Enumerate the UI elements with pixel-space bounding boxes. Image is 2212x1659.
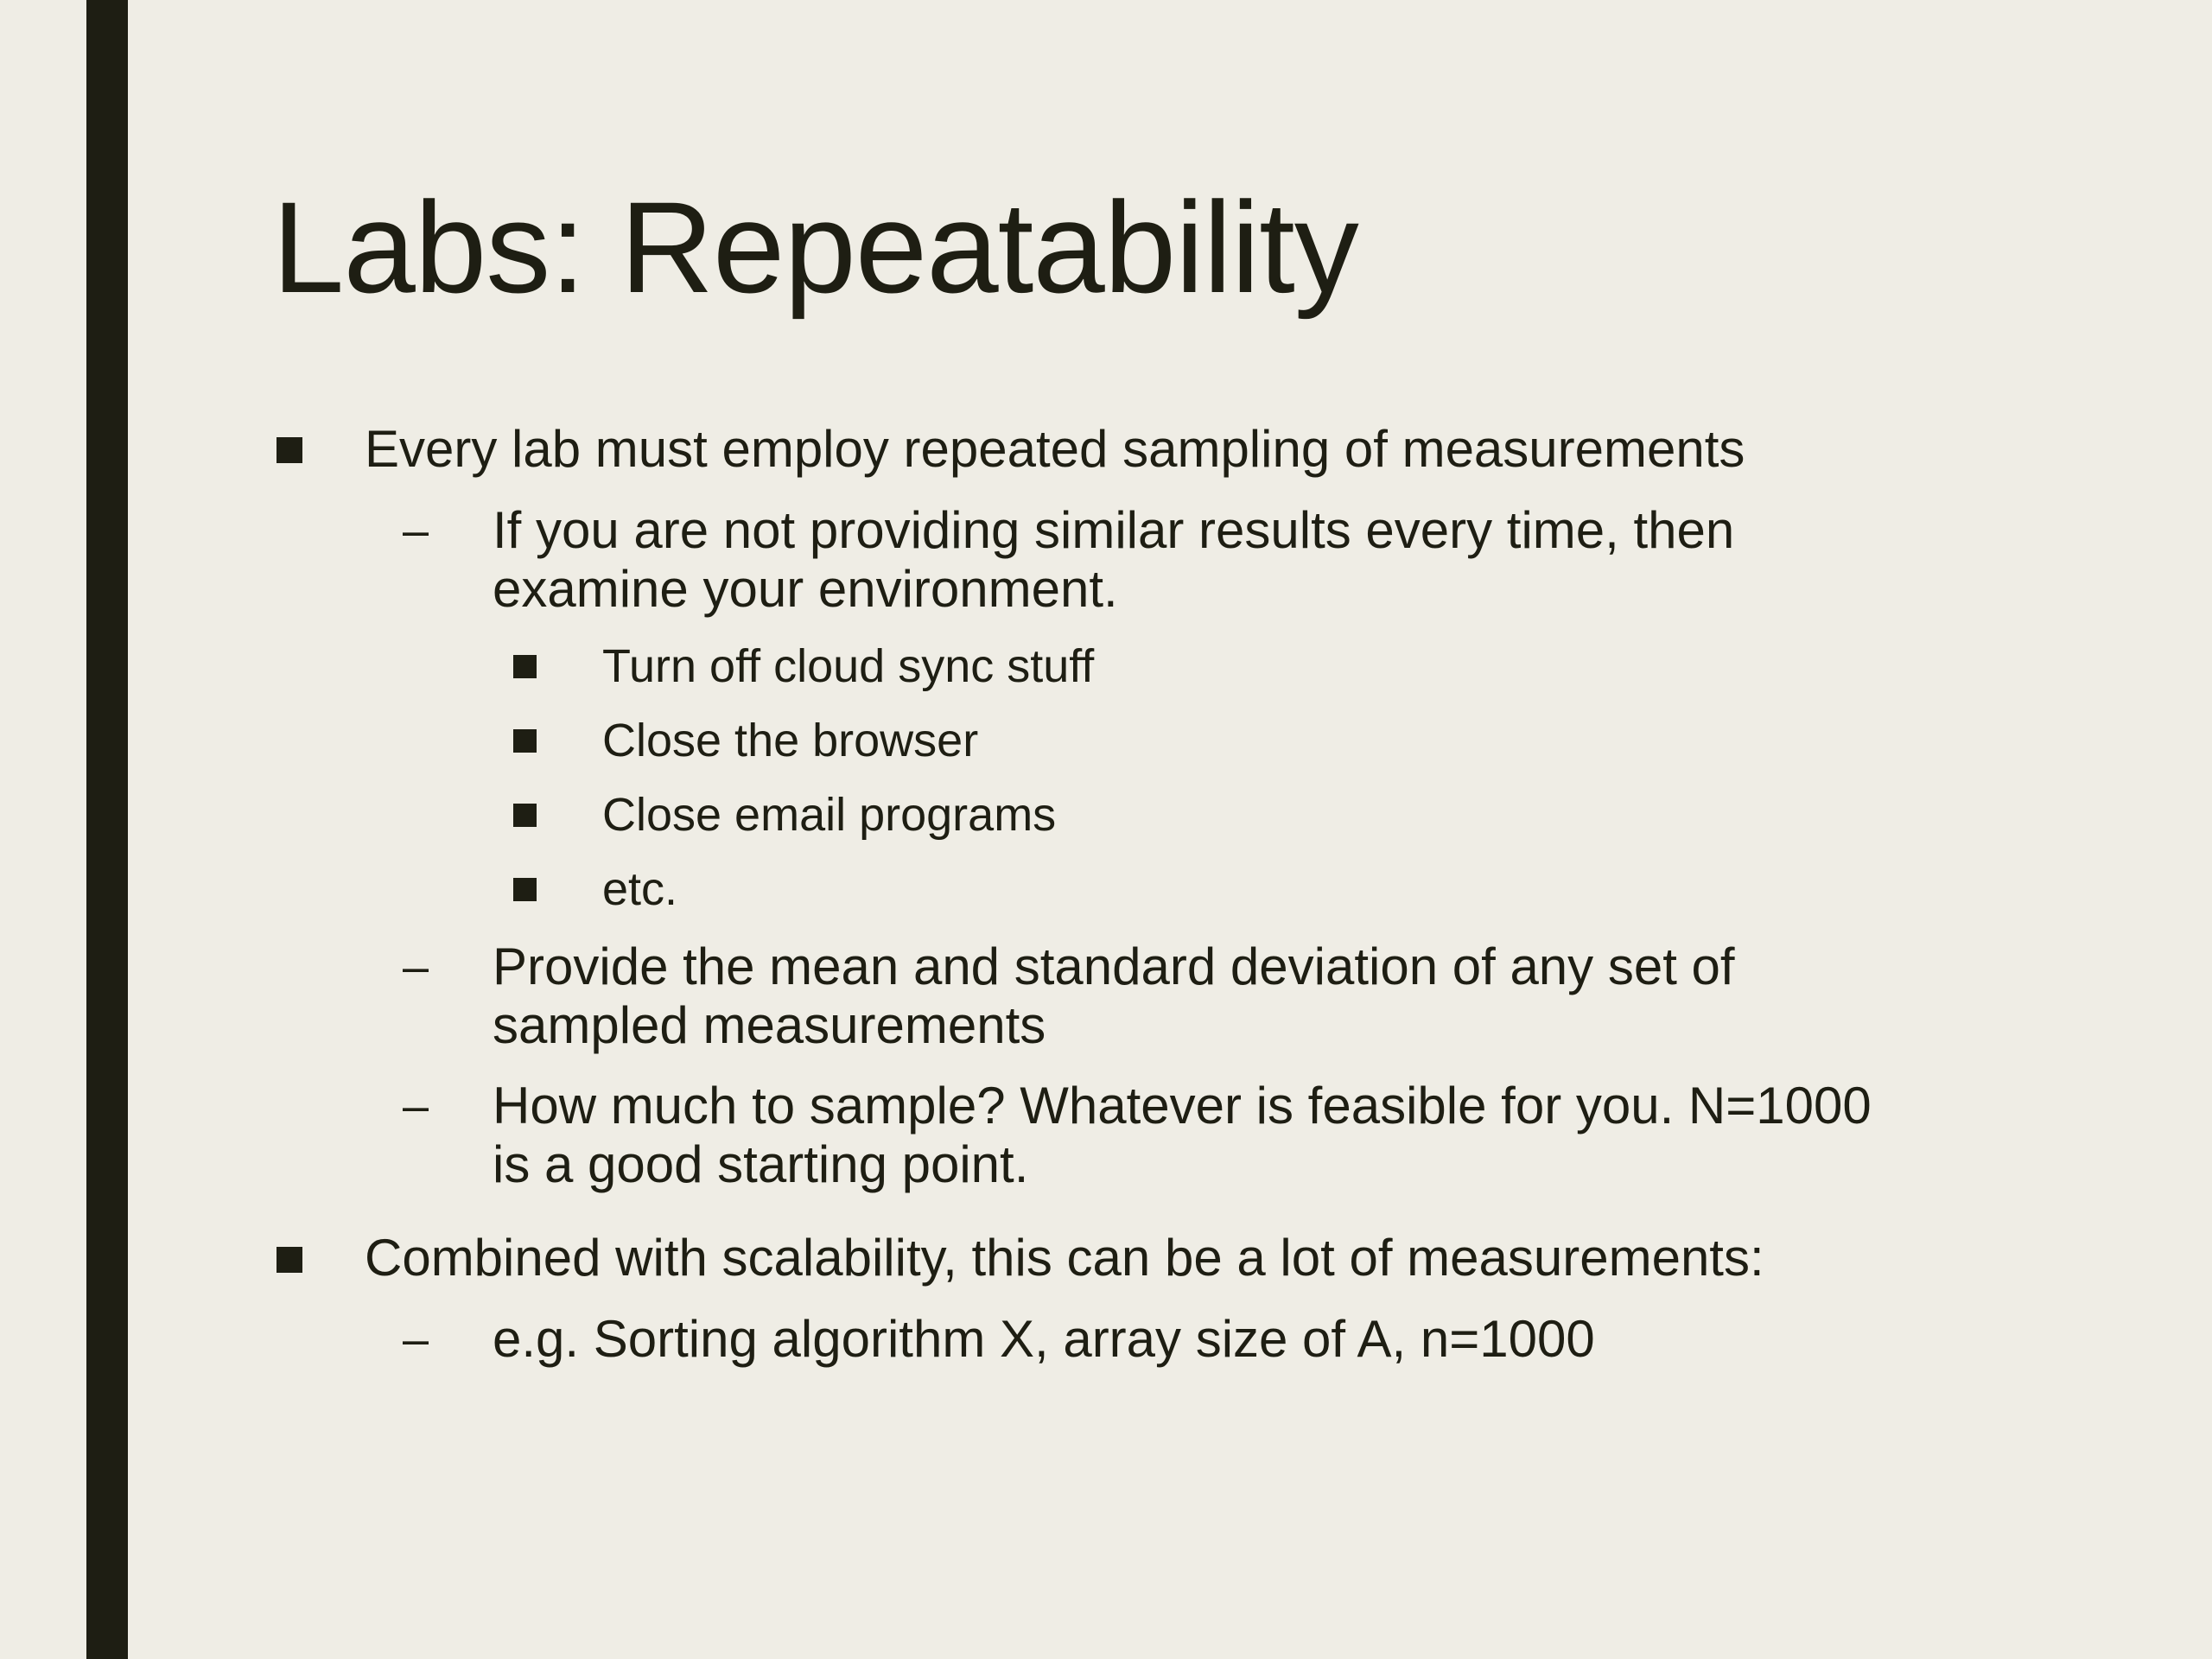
- bullet-square-icon: [276, 1247, 302, 1273]
- sub-bullet-item: [493, 1077, 1872, 1194]
- bullet-text: Combined with scalability, this can be a lot of measurements:: [365, 1229, 1764, 1287]
- sub-bullet-line: is a good starting point.: [493, 1135, 1029, 1193]
- sub-bullet-line: How much to sample? Whatever is feasible for you. N=1000: [493, 1077, 1872, 1135]
- accent-bar: [86, 0, 128, 1659]
- dash-icon: –: [403, 1080, 429, 1132]
- sub-sub-bullet-text: Close email programs: [602, 789, 1057, 841]
- dash-icon: –: [403, 941, 429, 993]
- sub-sub-bullet-text: Close the browser: [602, 715, 979, 766]
- dash-icon: –: [403, 1313, 429, 1365]
- bullet-square-icon: [513, 655, 537, 678]
- bullet-square-icon: [513, 729, 537, 753]
- sub-bullet-item: [493, 938, 1735, 1055]
- sub-bullet-line: e.g. Sorting algorithm X, array size of A, n=1000: [493, 1310, 1595, 1368]
- bullet-square-icon: [513, 878, 537, 901]
- sub-sub-bullet-text: etc.: [602, 863, 678, 915]
- sub-bullet-line: If you are not providing similar results every time, then: [493, 501, 1735, 559]
- sub-sub-bullet-text: Turn off cloud sync stuff: [602, 640, 1095, 692]
- sub-bullet-line: examine your environment.: [493, 560, 1118, 618]
- bullet-square-icon: [276, 437, 302, 463]
- sub-sub-bullet-item: [602, 862, 677, 916]
- bullet-square-icon: [513, 804, 537, 827]
- slide-title: Labs: Repeatability: [272, 175, 1358, 320]
- sub-sub-bullet-item: [602, 639, 1094, 693]
- sub-bullet-item: [493, 1310, 1595, 1369]
- dash-icon: –: [403, 505, 429, 556]
- sub-bullet-item: [493, 501, 1734, 619]
- sub-bullet-line: sampled measurements: [493, 996, 1046, 1054]
- bullet-text: Every lab must employ repeated sampling of measurements: [365, 420, 1745, 478]
- sub-sub-bullet-item: [602, 788, 1056, 842]
- sub-bullet-line: Provide the mean and standard deviation of any set of: [493, 938, 1735, 995]
- bullet-item: [365, 420, 1745, 479]
- bullet-item: [365, 1229, 1764, 1287]
- sub-sub-bullet-item: [602, 714, 978, 767]
